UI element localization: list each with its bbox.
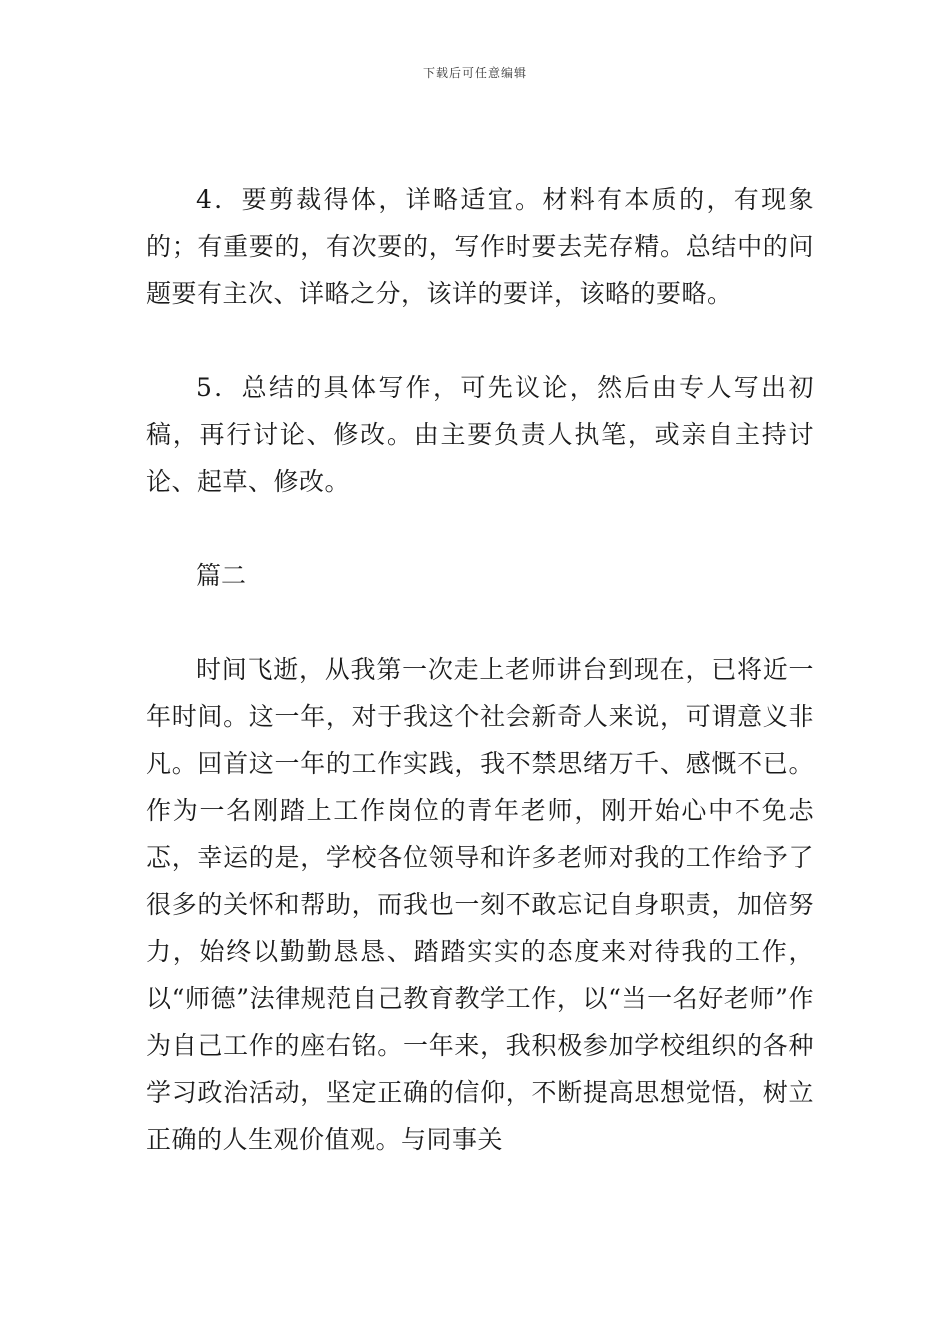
paragraph-spacer bbox=[146, 505, 814, 552]
section-title: 篇二 bbox=[196, 561, 247, 590]
paragraph-spacer bbox=[146, 317, 814, 364]
paragraph-item-4: 4．要剪裁得体，详略适宜。材料有本质的，有现象的；有重要的，有次要的，写作时要去芜存精。总结中的问题要有主次、详略之分，该详的要详，该略的要略。 bbox=[146, 185, 814, 308]
document-body bbox=[146, 176, 814, 1163]
section-paragraph: 时间飞逝，从我第一次走上老师讲台到现在，已将近一年时间。这一年，对于我这个社会新奇人来说，可谓意义非凡。回首这一年的工作实践，我不禁思绪万千、感慨不已。作为一名刚踏上工作岗位的青年老师，刚开始心中不免忐忑，幸运的是，学校各位领导和许多老师对我的工作给予了很多的关怀和帮助，而我也一刻不敢忘记自身职责，加倍努力，始终以勤勤恳恳、踏踏实实的态度来对待我的工作，以“师德”法律规范自己教育教学工作，以“当一名好老师”作为自己工作的座右铭。一年来，我积极参加学校组织的各种学习政治活动，坚定正确的信仰，不断提高思想觉悟，树立正确的人生观价值观。与同事关 bbox=[146, 655, 814, 1154]
paragraph-item-5: 5．总结的具体写作，可先议论，然后由专人写出初稿，再行讨论、修改。由主要负责人执笔，或亲自主持讨论、起草、修改。 bbox=[146, 373, 814, 496]
page-header-note: 下载后可任意编辑 bbox=[422, 66, 527, 80]
paragraph-spacer bbox=[146, 599, 814, 646]
